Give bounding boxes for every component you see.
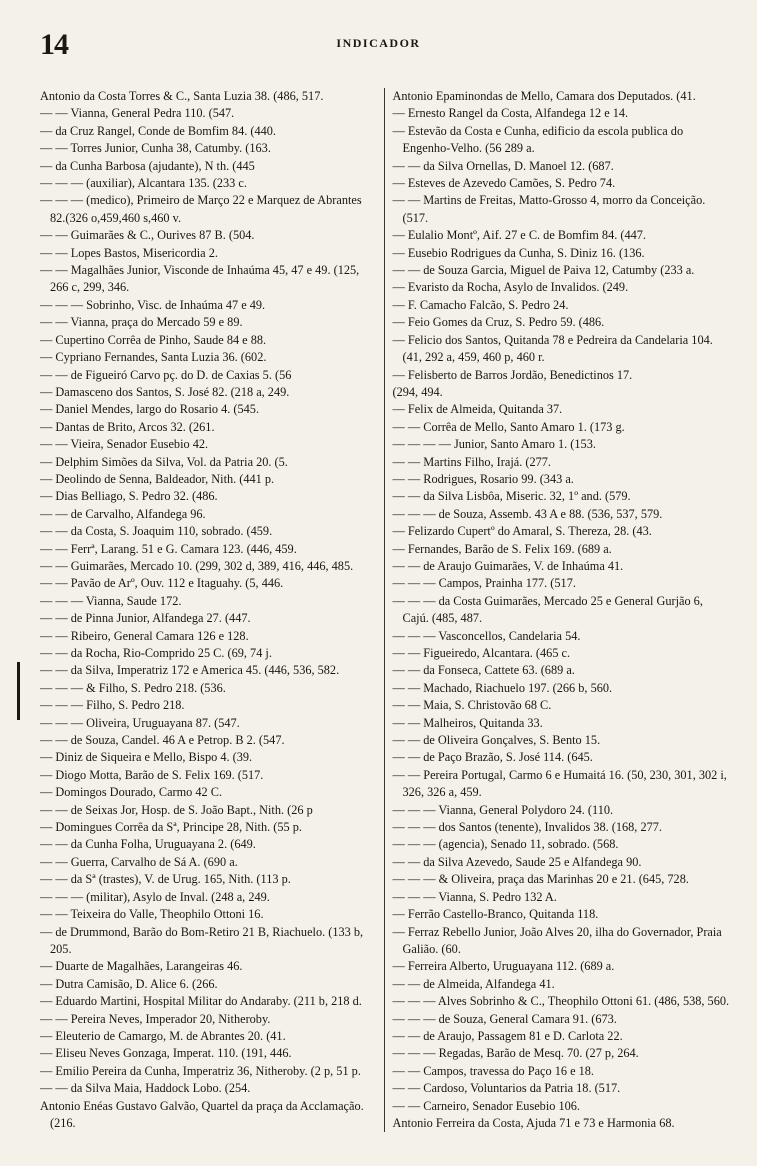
directory-entry: — — Ferrª, Larang. 51 e G. Camara 123. (446, 459.: [40, 541, 297, 556]
directory-columns: [40, 88, 730, 1132]
directory-entry: — — — Oliveira, Uruguayana 87. (547.: [40, 715, 240, 730]
directory-entry: — — Martins de Freitas, Matto-Grosso 4, morro da Conceição. (517.: [392, 193, 706, 225]
directory-entry: — da Cruz Rangel, Conde de Bomfim 84. (440.: [40, 123, 276, 138]
directory-entry: — — Maia, S. Christovão 68 C.: [392, 698, 552, 713]
directory-entry: — Eleuterio de Camargo, M. de Abrantes 20. (41.: [40, 1028, 286, 1043]
directory-entry: — Felix de Almeida, Quitanda 37.: [392, 402, 563, 417]
directory-entry: — — Magalhães Junior, Visconde de Inhaúma 45, 47 e 49. (125, 266 c, 299, 346.: [40, 263, 360, 295]
directory-entry: — Eulalio Montº, Aif. 27 e C. de Bomfim 84. (447.: [392, 228, 646, 243]
directory-entry: — — de Araujo, Passagem 81 e D. Carlota 22.: [392, 1028, 623, 1043]
directory-entry: — — — Sobrinho, Visc. de Inhaúma 47 e 49.: [40, 297, 266, 312]
directory-entry: — Daniel Mendes, largo do Rosario 4. (545.: [40, 402, 260, 417]
right-column: [384, 88, 731, 1132]
directory-entry: — — da Silva Azevedo, Saude 25 e Alfandega 90.: [392, 854, 642, 869]
directory-entry: — — Ribeiro, General Camara 126 e 128.: [40, 628, 249, 643]
directory-entry: — — — — Junior, Santo Amaro 1. (153.: [392, 437, 596, 452]
directory-entry: — de Drummond, Barão do Bom-Retiro 21 B, Riachuelo. (133 b, 205.: [40, 924, 364, 956]
directory-entry: — — de Seixas Jor, Hosp. de S. João Bapt., Nith. (26 p: [40, 802, 313, 817]
directory-entry: — — — & Filho, S. Pedro 218. (536.: [40, 680, 226, 695]
directory-entry: — Ernesto Rangel da Costa, Alfandega 12 e 14.: [392, 106, 629, 121]
left-column: [40, 88, 384, 1132]
directory-entry: — Felizardo Cupertº do Amaral, S. Thereza, 28. (43.: [392, 524, 652, 539]
directory-entry: Antonio da Costa Torres & C., Santa Luzia 38. (486, 517.: [40, 89, 324, 103]
directory-entry: — Estevão da Costa e Cunha, edificio da escola publica do Engenho-Velho. (56 289 a.: [392, 123, 684, 156]
directory-entry: — Evaristo da Rocha, Asylo de Invalidos. (249.: [392, 280, 629, 295]
directory-entry: — — Figueiredo, Alcantara. (465 c.: [392, 646, 571, 660]
directory-entry: — — Corrêa de Mello, Santo Amaro 1. (173 g.: [392, 419, 625, 434]
directory-entry: — — de Araujo Guimarães, V. de Inhaúma 41.: [392, 558, 624, 573]
directory-entry: — — da Silva Maia, Haddock Lobo. (254.: [40, 1081, 251, 1096]
directory-entry: — Eliseu Neves Gonzaga, Imperat. 110. (191, 446.: [40, 1046, 292, 1061]
directory-entry: — Ferreira Alberto, Uruguayana 112. (689 a.: [392, 959, 615, 974]
directory-entry: — Felisberto de Barros Jordão, Benedictinos 17.: [392, 367, 633, 382]
directory-entry: — — — (agencia), Senado 11, sobrado. (568.: [392, 837, 619, 852]
directory-entry: Antonio Ferreira da Costa, Ajuda 71 e 73 e Harmonia 68.: [392, 1115, 675, 1130]
directory-entry: — — — Vianna, S. Pedro 132 A.: [392, 889, 557, 904]
running-title: INDICADOR: [336, 36, 421, 50]
page-number: 14: [40, 28, 68, 61]
directory-entry: — — Vianna, General Pedra 110. (547.: [40, 106, 235, 121]
directory-entry: — Deolindo de Senna, Baldeador, Nith. (441 p.: [40, 471, 275, 486]
directory-entry: — — Pavão de Arº, Ouv. 112 e Itaguahy. (5, 446.: [40, 576, 284, 591]
directory-entry: — Duarte de Magalhães, Larangeiras 46.: [40, 959, 243, 974]
directory-entry: — Cypriano Fernandes, Santa Luzia 36. (602.: [40, 350, 267, 365]
directory-entry: — Esteves de Azevedo Camões, S. Pedro 74.: [392, 176, 616, 191]
directory-entry: — — Pereira Portugal, Carmo 6 e Humaitá 16. (50, 230, 301, 302 i, 326, 326 a, 459.: [392, 767, 727, 800]
directory-entry: — — de Pinna Junior, Alfandega 27. (447.: [40, 611, 251, 626]
directory-entry: — — — de Souza, Assemb. 43 A e 88. (536, 537, 579.: [392, 506, 663, 521]
directory-entry: — — — da Costa Guimarães, Mercado 25 e General Gurjão 6, Cajú. (485, 487.: [392, 593, 703, 626]
directory-entry: — — de Almeida, Alfandega 41.: [392, 976, 555, 991]
directory-entry: — — de Figueiró Carvo pç. do D. de Caxias 5. (56: [40, 367, 292, 382]
directory-entry: — — Machado, Riachuelo 197. (266 b, 560.: [392, 680, 613, 695]
directory-entry: — Domingues Corrêa da Sª, Principe 28, Nith. (55 p.: [40, 820, 302, 835]
directory-entry: — Domingos Dourado, Carmo 42 C.: [40, 785, 223, 800]
directory-entry: — — da Fonseca, Cattete 63. (689 a.: [392, 663, 575, 678]
directory-entry: — — de Carvalho, Alfandega 96.: [40, 506, 206, 521]
directory-entry: Antonio Enéas Gustavo Galvão, Quartel da praça da Acclamação. (216.: [40, 1098, 364, 1130]
directory-entry: — Dias Belliago, S. Pedro 32. (486.: [40, 489, 218, 504]
directory-entry: — Ferraz Rebello Junior, João Alves 20, ilha do Governador, Praia Galião. (60.: [392, 924, 722, 956]
directory-entry: — Emilio Pereira da Cunha, Imperatriz 36, Nitheroby. (2 p, 51 p.: [40, 1063, 361, 1078]
directory-entry: — Eusebio Rodrigues da Cunha, S. Diniz 16. (136.: [392, 245, 645, 260]
directory-entry: — — Rodrigues, Rosario 99. (343 a.: [392, 471, 574, 486]
directory-entry: — — Pereira Neves, Imperador 20, Nitheroby.: [40, 1011, 271, 1026]
directory-entry: — Diogo Motta, Barão de S. Felix 169. (517.: [40, 767, 264, 782]
directory-entry: — Dantas de Brito, Arcos 32. (261.: [40, 419, 215, 434]
directory-entry: — — — Regadas, Barão de Mesq. 70. (27 p, 264.: [392, 1046, 639, 1061]
directory-entry: — — Campos, travessa do Paço 16 e 18.: [392, 1063, 594, 1078]
directory-entry: — — de Oliveira Gonçalves, S. Bento 15.: [392, 733, 601, 748]
directory-entry: — — — (auxiliar), Alcantara 135. (233 c.: [40, 176, 247, 191]
directory-entry: Antonio Epaminondas de Mello, Camara dos Deputados. (41.: [392, 89, 696, 103]
directory-entry: — — — Vianna, General Polydoro 24. (110.: [392, 802, 614, 817]
directory-entry: — — — (militar), Asylo de Inval. (248 a, 249.: [40, 889, 270, 904]
directory-entry: — — da Cunha Folha, Uruguayana 2. (649.: [40, 837, 256, 852]
directory-entry: — — Guerra, Carvalho de Sá A. (690 a.: [40, 854, 238, 869]
directory-entry: — — Torres Junior, Cunha 38, Catumby. (163.: [40, 141, 271, 156]
directory-entry: — — da Silva Lisbôa, Miseric. 32, 1º and. (579.: [392, 489, 631, 504]
directory-entry: — Fernandes, Barão de S. Felix 169. (689 a.: [392, 541, 612, 556]
directory-entry: — — Cardoso, Voluntarios da Patria 18. (517.: [392, 1081, 621, 1096]
directory-entry: — — — Vasconcellos, Candelaria 54.: [392, 628, 581, 643]
directory-entry: — — de Souza Garcia, Miguel de Paiva 12, Catumby (233 a.: [392, 263, 695, 278]
directory-entry: — — Carneiro, Senador Eusebio 106.: [392, 1098, 580, 1113]
directory-entry: — — — dos Santos (tenente), Invalidos 38. (168, 277.: [392, 820, 662, 835]
directory-entry: — F. Camacho Falcão, S. Pedro 24.: [392, 297, 569, 312]
directory-entry: — Eduardo Martini, Hospital Militar do Andaraby. (211 b, 218 d.: [40, 994, 362, 1009]
directory-entry: — Dutra Camisão, D. Alice 6. (266.: [40, 976, 218, 991]
directory-entry: — — Guimarães, Mercado 10. (299, 302 d, 389, 416, 446, 485.: [40, 558, 354, 573]
directory-entry: — — de Souza, Candel. 46 A e Petrop. B 2. (547.: [40, 733, 285, 748]
directory-entry: — — — Campos, Prainha 177. (517.: [392, 576, 576, 591]
directory-entry: — Diniz de Siqueira e Mello, Bispo 4. (39.: [40, 750, 253, 765]
directory-entry: — — — de Souza, General Camara 91. (673.: [392, 1011, 617, 1026]
directory-entry: — — de Paço Brazão, S. José 114. (645.: [392, 750, 593, 765]
directory-entry: (294, 494.: [392, 384, 443, 399]
directory-entry: — — da Rocha, Rio-Comprido 25 C. (69, 74 j.: [40, 646, 272, 660]
directory-entry: — da Cunha Barbosa (ajudante), N th. (445: [40, 158, 255, 173]
directory-entry: — — da Costa, S. Joaquim 110, sobrado. (459.: [40, 524, 273, 539]
directory-entry: — — Vieira, Senador Eusebio 42.: [40, 437, 209, 452]
margin-pencil-mark: [17, 662, 20, 720]
directory-entry: — Feio Gomes da Cruz, S. Pedro 59. (486.: [392, 315, 605, 330]
directory-entry: — Ferrão Castello-Branco, Quitanda 118.: [392, 907, 599, 922]
directory-entry: — — da Silva, Imperatriz 172 e America 45. (446, 536, 582.: [40, 663, 340, 678]
directory-entry: — — — & Oliveira, praça das Marinhas 20 e 21. (645, 728.: [392, 872, 689, 887]
directory-entry: — Delphim Simões da Silva, Vol. da Patria 20. (5.: [40, 454, 288, 469]
directory-entry: — — — Alves Sobrinho & C., Theophilo Ottoni 61. (486, 538, 560.: [392, 994, 730, 1009]
directory-entry: — — Vianna, praça do Mercado 59 e 89.: [40, 315, 243, 330]
directory-entry: — — Malheiros, Quitanda 33.: [392, 715, 543, 730]
directory-entry: — Felicio dos Santos, Quitanda 78 e Pedreira da Candelaria 104. (41, 292 a, 459, 460 p, 460 r.: [392, 332, 713, 365]
directory-entry: — — Lopes Bastos, Misericordia 2.: [40, 245, 218, 260]
directory-entry: — Cupertino Corrêa de Pinho, Saude 84 e 88.: [40, 332, 267, 347]
directory-entry: — — — (medico), Primeiro de Março 22 e Marquez de Abrantes 82.(326 o,459,460 s,460 v.: [40, 193, 362, 225]
directory-entry: — — Guimarães & C., Ourives 87 B. (504.: [40, 228, 255, 243]
directory-entry: — — da Sª (trastes), V. de Urug. 165, Nith. (113 p.: [40, 872, 291, 887]
directory-entry: — — — Vianna, Saude 172.: [40, 593, 182, 608]
directory-entry: — — Teixeira do Valle, Theophilo Ottoni 16.: [40, 907, 264, 922]
directory-entry: — — Martins Filho, Irajá. (277.: [392, 454, 551, 469]
directory-entry: — Damasceno dos Santos, S. José 82. (218 a, 249.: [40, 384, 290, 399]
directory-entry: — — da Silva Ornellas, D. Manoel 12. (687.: [392, 158, 614, 173]
directory-entry: — — — Filho, S. Pedro 218.: [40, 698, 185, 713]
